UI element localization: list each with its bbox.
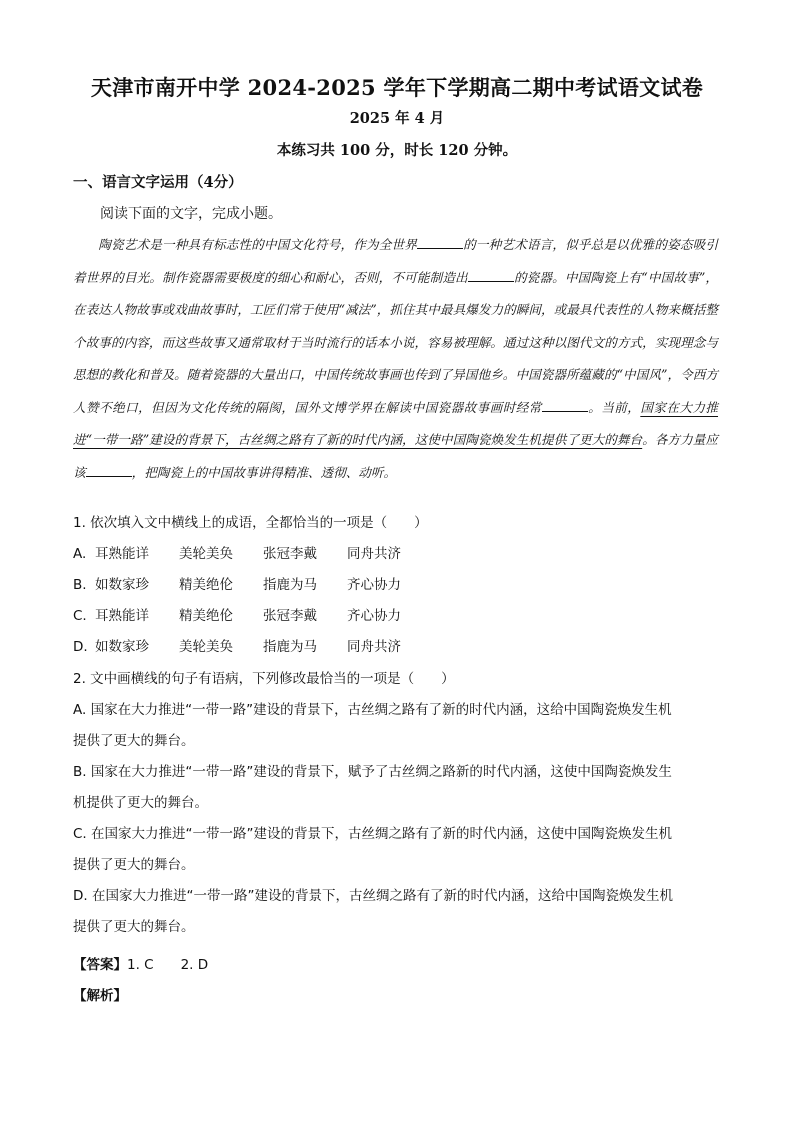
question-stem: 1. 依次填入文中横线上的成语，全都恰当的一项是（ ）	[73, 515, 428, 531]
blank-1	[417, 236, 463, 249]
option-b[interactable]: B. 如数家珍 精美绝伦 指鹿为马 齐心协力	[73, 577, 401, 593]
option-c[interactable]: C. 耳熟能详 精美绝伦 张冠李戴 齐心协力	[73, 608, 401, 624]
question-2	[73, 664, 723, 943]
blank-4	[86, 464, 132, 477]
blank-3	[542, 399, 588, 412]
analysis-label: 【解析】	[73, 988, 127, 1004]
option-d-cont: 提供了更大的舞台。	[73, 919, 195, 935]
option-a-cont: 提供了更大的舞台。	[73, 733, 195, 749]
option-b-cont: 机提供了更大的舞台。	[73, 795, 208, 811]
option-c[interactable]: C. 在国家大力推进“一带一路”建设的背景下，古丝绸之路有了新的时代内涵，这使中国陶瓷焕发生机	[73, 826, 672, 842]
reading-passage	[73, 229, 718, 489]
answer-label: 【答案】	[73, 957, 127, 973]
exam-note: 本练习共 100 分，时长 120 分钟。	[276, 142, 518, 159]
passage-text: 的一种艺术语言，似乎总是以优雅的姿态吸引着世界的目光。制作瓷器需要极度的细心和耐心，否则，不可能制造出	[73, 237, 719, 285]
passage-text: 的瓷器。中国陶瓷上有“中国故事”，在表达人物故事或戏曲故事时，工匠们常于使用“减法”，抓住其中最具爆发力的瞬间，或最具代表性的人物来概括整个故事的内容，而这些故事又通常取材于当时流行的话本小说，容易被理解。通过这种以图代文的方式，实现理念与思想的教化和普及。随着瓷器的大量出口，中国传统故事画也传到了异国他乡。中国瓷器所蕴藏的“中国风”，令西方人赞不绝口，但因为文化传统的隔阂，国外文博学界在解读中国瓷器故事画时经常	[73, 269, 718, 415]
option-b[interactable]: B. 国家在大力推进“一带一路”建设的背景下，赋予了古丝绸之路新的时代内涵，这使中国陶瓷焕发生	[73, 764, 672, 780]
exam-date: 2025 年 4 月	[349, 110, 445, 127]
answer-value: 1. C 2. D	[127, 957, 209, 973]
blank-2	[468, 269, 514, 282]
page-title: 天津市南开中学 2024-2025 学年下学期高二期中考试语文试卷	[90, 75, 704, 100]
passage-text: ，把陶瓷上的中国故事讲得精准、透彻、动听。	[131, 464, 397, 480]
underlined-sentence: 国家在大力推进“一带一路”建设的背景下，古丝绸之路有了新的时代内涵，这使中国陶瓷焕发生机提供了更大的舞台	[73, 399, 719, 447]
question-stem: 2. 文中画横线的句子有语病，下列修改最恰当的一项是（ ）	[73, 671, 455, 687]
option-c-cont: 提供了更大的舞台。	[73, 857, 195, 873]
analysis-line	[73, 984, 127, 1004]
option-a[interactable]: A. 耳熟能详 美轮美奂 张冠李戴 同舟共济	[73, 546, 401, 562]
question-1	[73, 508, 723, 663]
section-heading: 一、语言文字运用（4分）	[73, 174, 243, 191]
passage-text: 。各方力量应该	[73, 432, 718, 480]
option-d[interactable]: D. 在国家大力推进“一带一路”建设的背景下，古丝绸之路有了新的时代内涵，这给中国陶瓷焕发生机	[73, 888, 673, 904]
answer-line	[73, 953, 208, 973]
passage-text: 陶瓷艺术是一种具有标志性的中国文化符号，作为全世界	[98, 237, 417, 252]
passage-text: 。当前，	[587, 399, 641, 415]
option-a[interactable]: A. 国家在大力推进“一带一路”建设的背景下，古丝绸之路有了新的时代内涵，这给中国陶瓷焕发生机	[73, 702, 672, 718]
section-intro: 阅读下面的文字，完成小题。	[100, 206, 282, 222]
option-d[interactable]: D. 如数家珍 美轮美奂 指鹿为马 同舟共济	[73, 639, 401, 655]
